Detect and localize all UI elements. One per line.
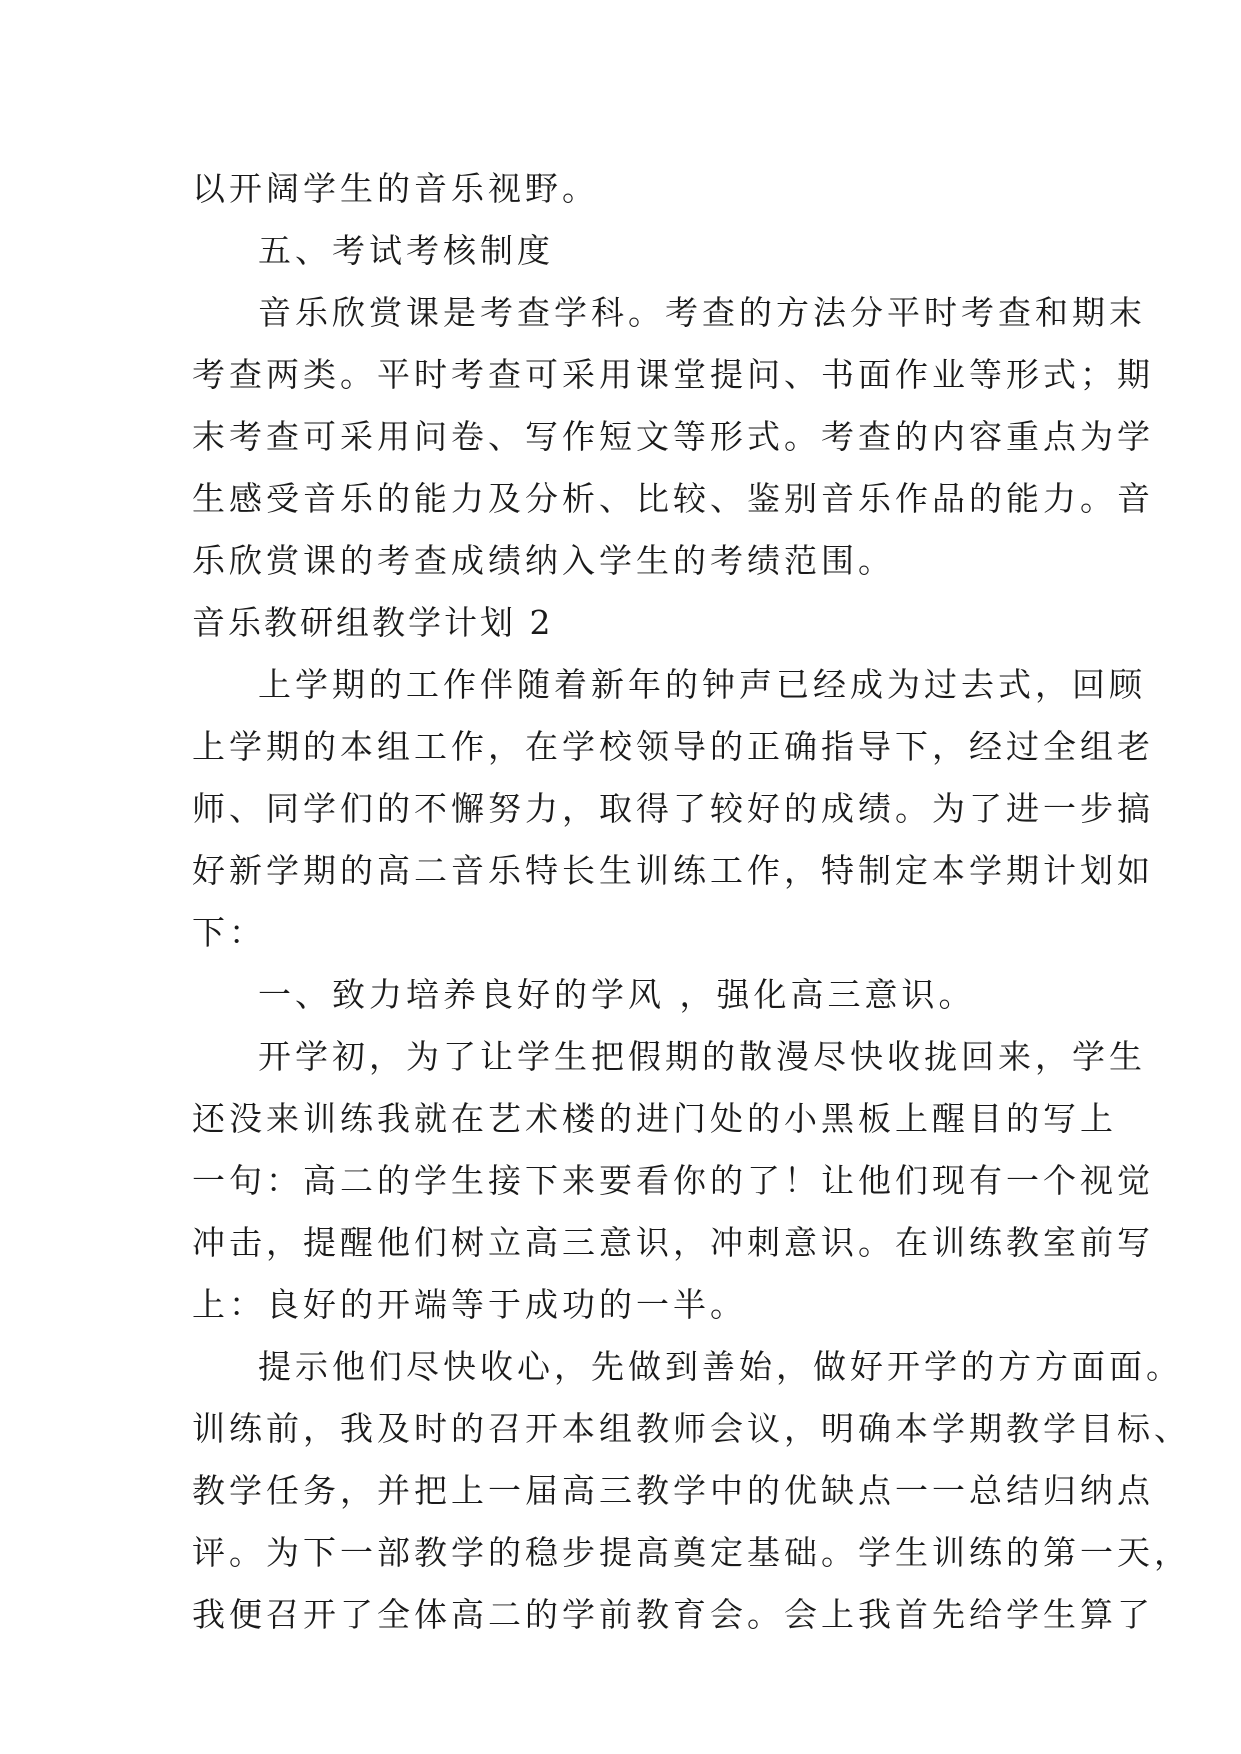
body-line-3: 音乐欣赏课是考查学科。考查的方法分平时考查和期末 [258,293,1146,332]
document-page [192,158,1191,1646]
body-line-16: 还没来训练我就在艺术楼的进门处的小黑板上醒目的写上 [192,1099,1117,1138]
body-line-6: 生感受音乐的能力及分析、比较、鉴别音乐作品的能力。音 [192,479,1154,518]
body-line-12: 好新学期的高二音乐特长生训练工作，特制定本学期计划如 [192,851,1154,890]
body-line-21: 训练前，我及时的召开本组教师会议，明确本学期教学目标、 [192,1409,1191,1448]
body-line-20: 提示他们尽快收心，先做到善始，做好开学的方方面面。 [258,1347,1183,1386]
body-line-1: 以开阔学生的音乐视野。 [192,169,599,208]
body-line-11: 师、同学们的不懈努力，取得了较好的成绩。为了进一步搞 [192,789,1154,828]
body-line-7: 乐欣赏课的考查成绩纳入学生的考绩范围。 [192,541,895,580]
body-line-13: 下： [192,913,266,952]
body-line-18: 冲击，提醒他们树立高三意识，冲刺意识。在训练教室前写 [192,1223,1154,1262]
body-line-5: 末考查可采用问卷、写作短文等形式。考查的内容重点为学 [192,417,1154,456]
section-heading-exam: 五、考试考核制度 [258,231,554,270]
body-line-23: 评。为下一部教学的稳步提高奠定基础。学生训练的第一天， [192,1533,1191,1572]
body-line-9: 上学期的工作伴随着新年的钟声已经成为过去式，回顾 [258,665,1146,704]
section-heading-study-style: 一、致力培养良好的学风 ，强化高三意识。 [258,975,976,1014]
body-line-19: 上：良好的开端等于成功的一半。 [192,1285,747,1324]
body-line-24: 我便召开了全体高二的学前教育会。会上我首先给学生算了 [192,1595,1154,1634]
body-line-15: 开学初，为了让学生把假期的散漫尽快收拢回来，学生 [258,1037,1146,1076]
body-line-22: 教学任务，并把上一届高三教学中的优缺点一一总结归纳点 [192,1471,1154,1510]
body-line-4: 考查两类。平时考查可采用课堂提问、书面作业等形式；期 [192,355,1154,394]
body-line-10: 上学期的本组工作，在学校领导的正确指导下，经过全组老 [192,727,1154,766]
body-line-17: 一句：高二的学生接下来要看你的了！让他们现有一个视觉 [192,1161,1154,1200]
document-subtitle: 音乐教研组教学计划 2 [192,603,554,642]
